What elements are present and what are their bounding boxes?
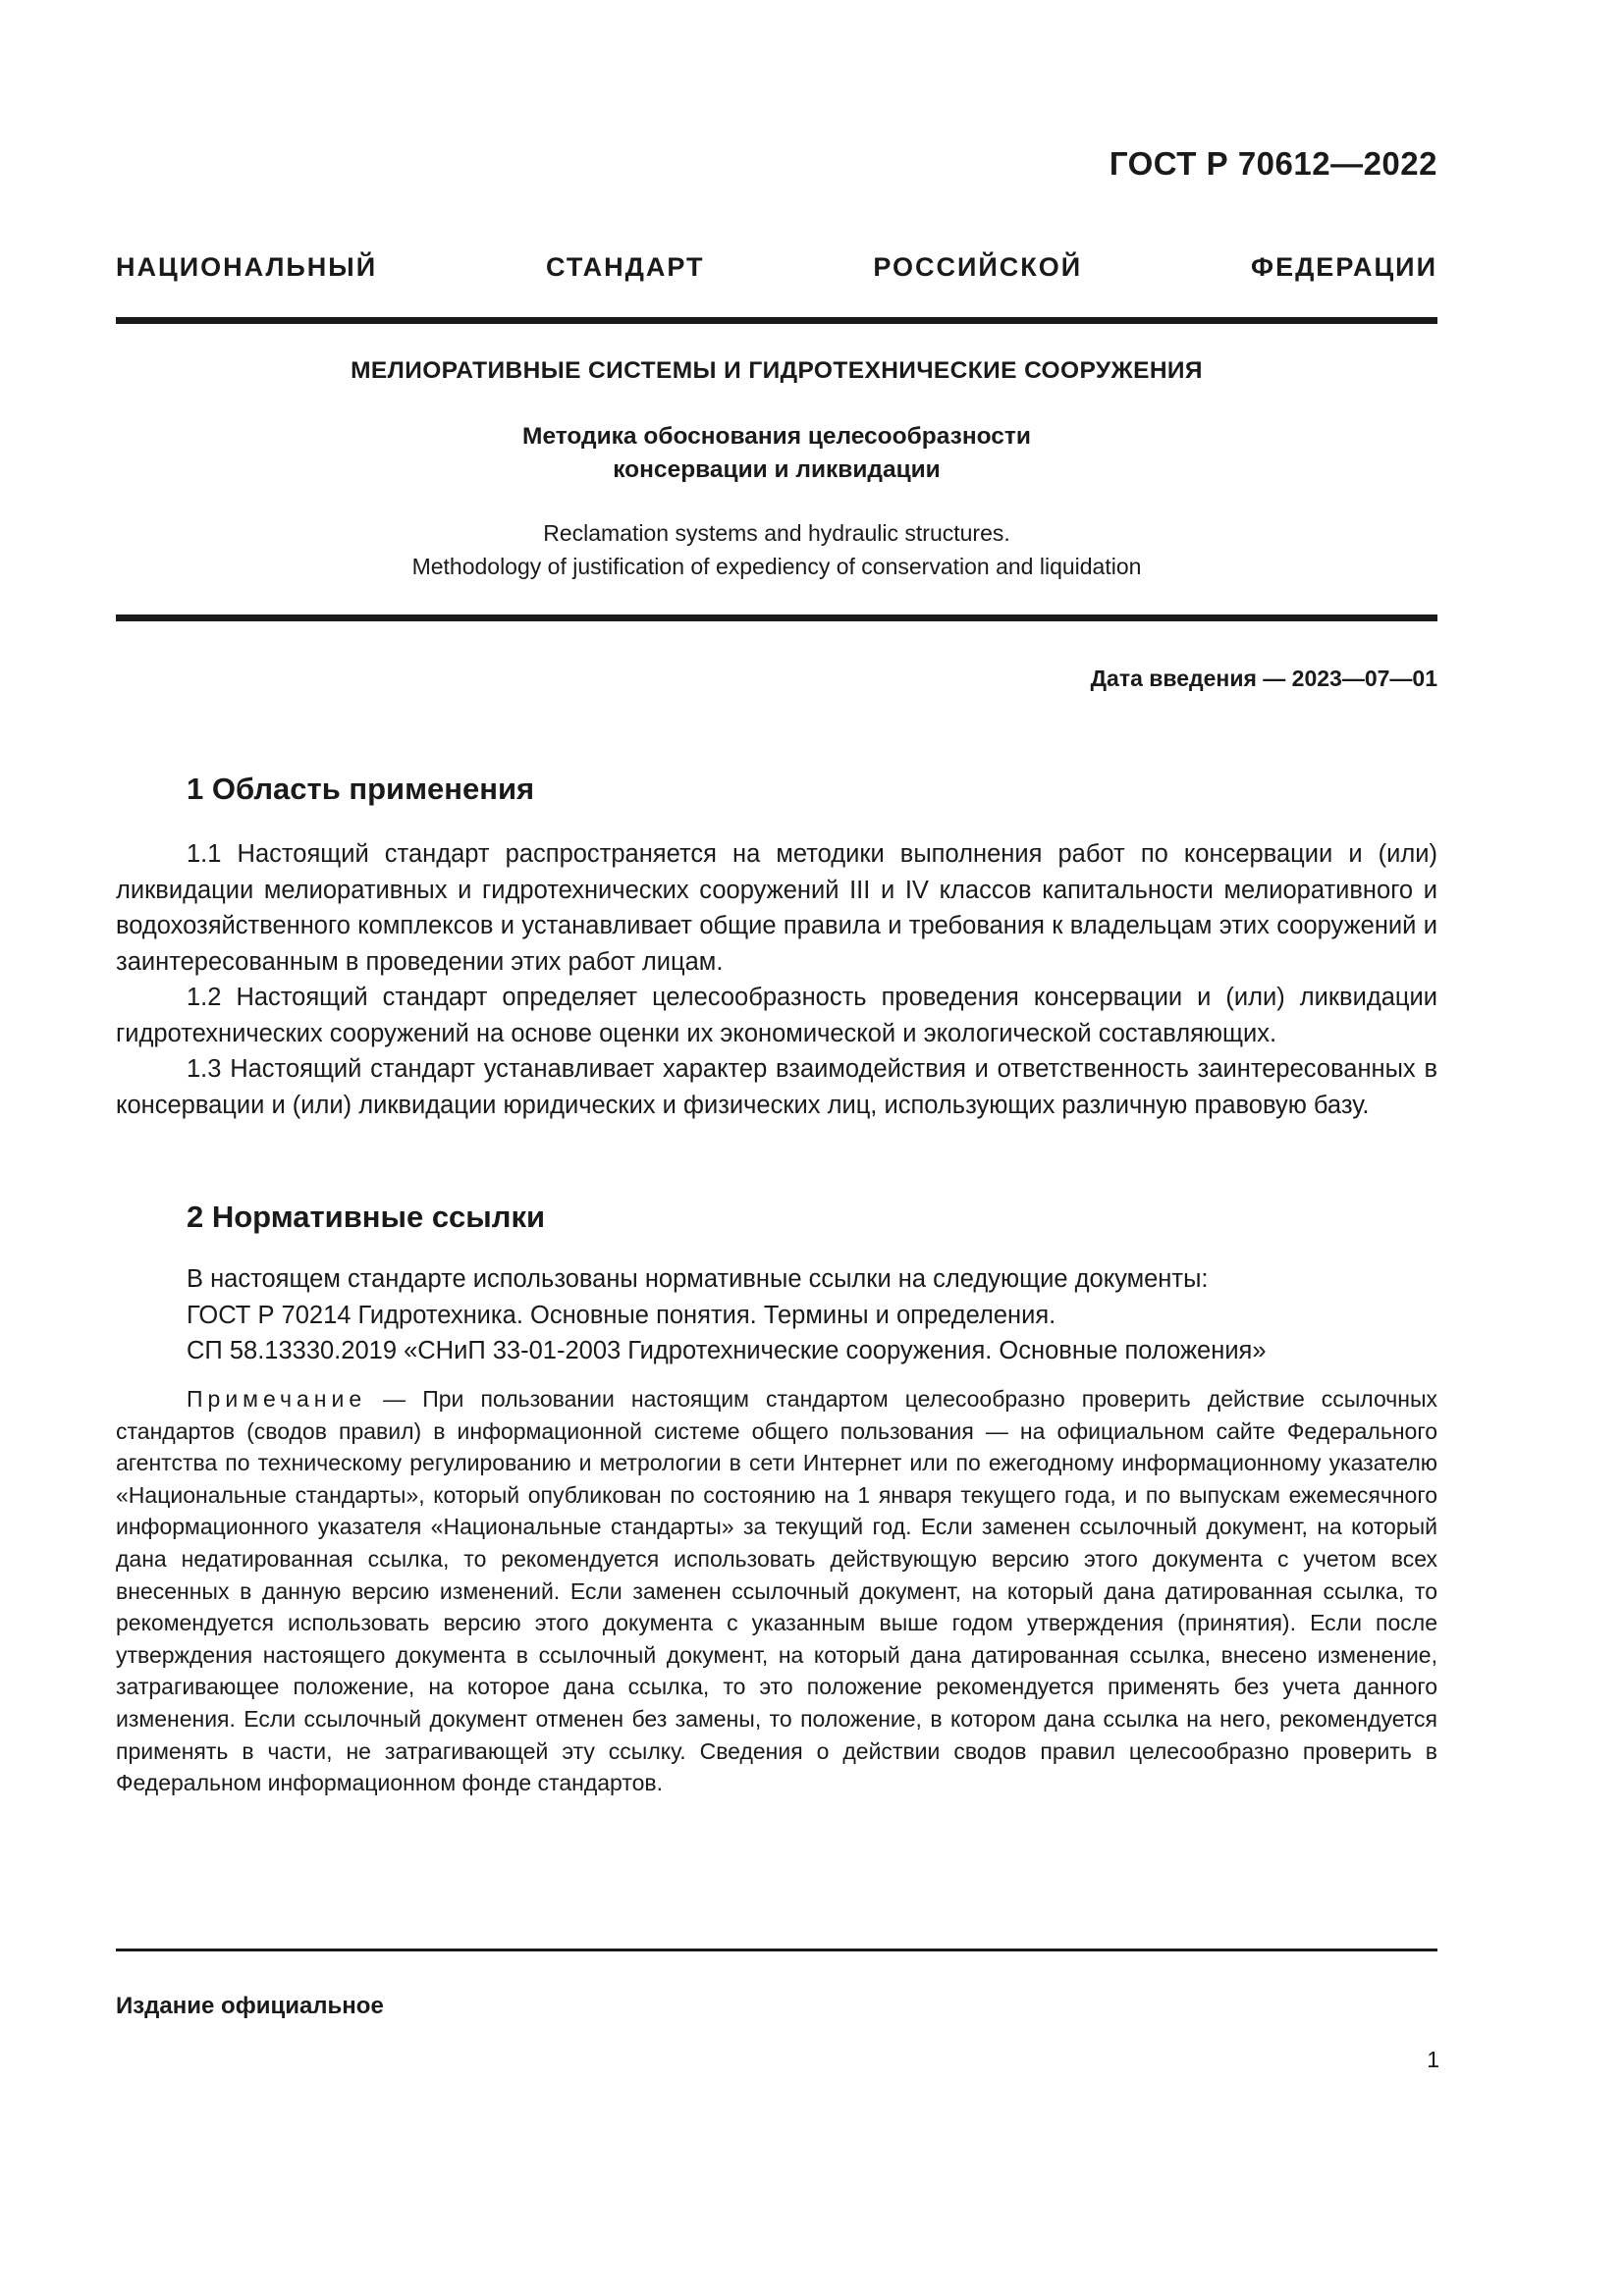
document-subtitle [116,420,1437,487]
subtitle-line-2: консервации и ликвидации [613,456,941,483]
national-standard-banner: НАЦИОНАЛЬНЫЙ СТАНДАРТ РОССИЙСКОЙ ФЕДЕРАЦИИ [116,252,1437,282]
section-1-body [116,836,1437,1123]
english-title [116,516,1437,583]
reference-item: ГОСТ Р 70214 Гидротехника. Основные понятия. Термины и определения. [187,1301,1056,1329]
paragraph-1-1: 1.1 Настоящий стандарт распространяется на методики выполнения работ по консервации и (или) ликвидации мелиоративных и гидротехнических сооружений III и IV классов капитальности мелиоративного и водохозяйственного комплексов и устанавливает общие правила и требования к владельцам этих сооружений и заинтересованным в проведении этих работ лицам. [116,840,1437,976]
references-note [116,1383,1437,1799]
top-rule [116,317,1437,324]
introduction-date: Дата введения — 2023—07—01 [1090,666,1437,691]
paragraph-1-3: 1.3 Настоящий стандарт устанавливает характер взаимодействия и ответственность заинтересованных в консервации и (или) ликвидации юридических и физических лиц, использующих различную правовую базу. [116,1055,1437,1119]
footer-rule [116,1949,1437,1951]
official-edition-label: Издание официальное [116,1993,384,2019]
page-number: 1 [1427,2047,1439,2072]
paragraph-1-2: 1.2 Настоящий стандарт определяет целесообразность проведения консервации и (или) ликвидации гидротехнических сооружений на основе оценки их экономической и экологической составляющих. [116,984,1437,1047]
english-title-line-2: Methodology of justification of expediency of conservation and liquidation [411,554,1142,579]
subtitle-line-1: Методика обоснования целесообразности [522,423,1031,450]
references-intro: В настоящем стандарте использованы нормативные ссылки на следующие документы: [187,1265,1209,1293]
document-title: МЕЛИОРАТИВНЫЕ СИСТЕМЫ И ГИДРОТЕХНИЧЕСКИЕ СООРУЖЕНИЯ [351,357,1203,384]
note-text: — При пользовании настоящим стандартом целесообразно проверить действие ссылочных стандартов (сводов правил) в информационной системе общего пользования — на официальном сайте Федерального агентства по техническому регулированию и метрологии в сети Интернет или по ежегодному информационному указателю «Национальные стандарты», который опубликован по состоянию на 1 января текущего года, и по выпускам ежемесячного информационного указателя «Национальные стандарты» за текущий год. Если заменен ссылочный документ, на который дана недатированная ссылка, то рекомендуется использовать действующую версию этого документа с учетом всех внесенных в данную версию изменений. Если заменен ссылочный документ, на который дана датированная ссылка, то рекомендуется использовать версию этого документа с указанным выше годом утверждения (принятия). Если после утверждения настоящего документа в ссылочный документ, на который дана датированная ссылка, внесено изменение, затрагивающее положение, на которое дана ссылка, то это положение рекомендуется применять без учета данного изменения. Если ссылочный документ отменен без замены, то положение, в котором дана ссылка на него, рекомендуется применять в части, не затрагивающей эту ссылку. Сведения о действии сводов правил целесообразно проверить в Федеральном информационном фонде стандартов. [116,1386,1437,1796]
reference-item: СП 58.13330.2019 «СНиП 33-01-2003 Гидротехнические сооружения. Основные положения» [187,1337,1267,1364]
section-2-heading: 2 Нормативные ссылки [187,1200,546,1234]
gost-code: ГОСТ Р 70612—2022 [1109,145,1437,182]
note-label: Примечание [187,1386,367,1412]
section-1-heading: 1 Область применения [187,772,535,806]
english-title-line-1: Reclamation systems and hydraulic structures. [543,520,1010,546]
title-bottom-rule [116,614,1437,621]
normative-references [187,1261,1437,1369]
